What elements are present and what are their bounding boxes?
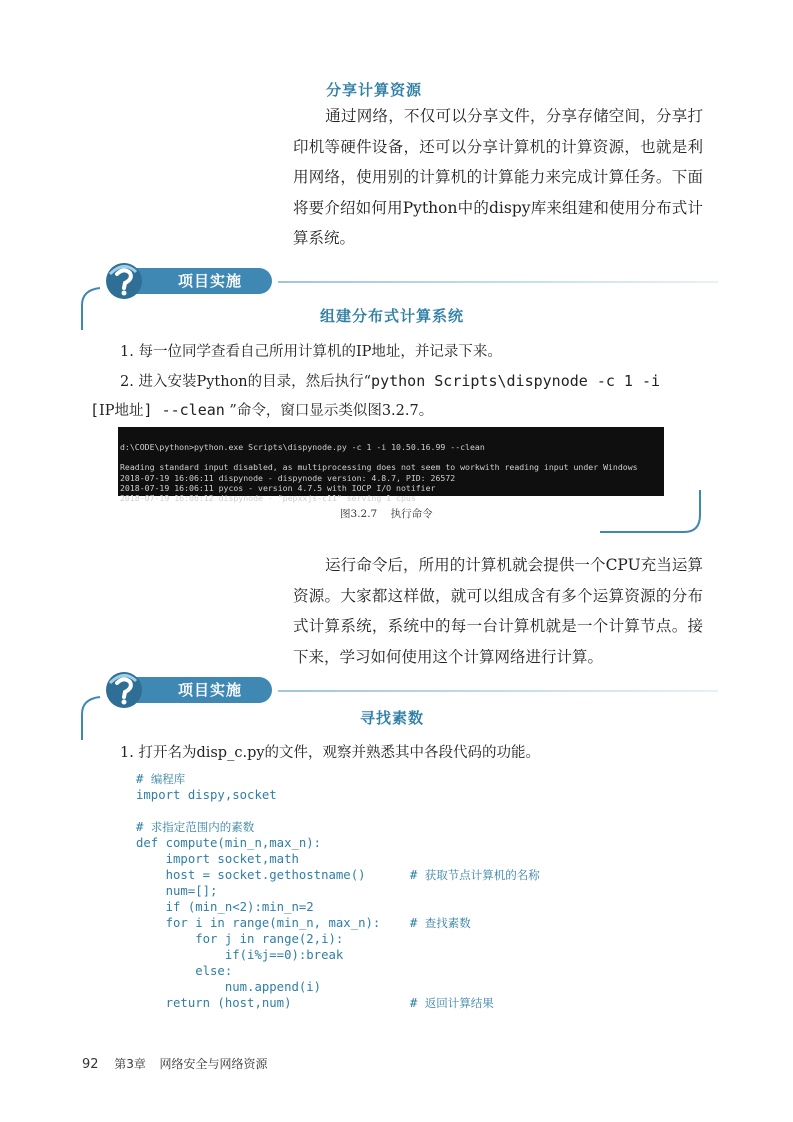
terminal-line: Reading standard input disabled, as multiprocessing does not seem to workwith reading input under Windows xyxy=(120,462,638,473)
code-line xyxy=(136,851,696,867)
code-text: import dispy,socket xyxy=(136,788,277,802)
terminal-line: 2018-07-19 16:06:12 dispynode - "pepxxjs-c11" serving 1 cpus xyxy=(120,493,416,504)
project2-step1: 1. 打开名为disp_c.py的文件，观察并熟悉其中各段代码的功能。 xyxy=(120,745,541,761)
code-line xyxy=(136,883,696,899)
project-lightbulb-icon xyxy=(100,262,144,300)
terminal-line: 2018-07-19 16:06:11 pycos - version 4.7.5 with IOCP I/O notifier xyxy=(120,482,436,493)
project1-step2-line1: 2. 进入安装Python的目录，然后执行“python Scripts\dispynode -c 1 -i xyxy=(120,372,661,390)
code-text: if (min_n<2):min_n=2 xyxy=(136,900,314,914)
section-title-share-resources: 分享计算资源 xyxy=(326,81,423,99)
project1-step2-line2: [IP地址] --clean ”命令，窗口显示类似图3.2.7。 xyxy=(90,401,434,419)
code-text: # xyxy=(136,820,151,834)
code-line xyxy=(136,819,696,835)
code-line xyxy=(136,867,696,883)
code-text: import socket,math xyxy=(136,852,299,866)
project-badge-label: 项目实施 xyxy=(122,268,272,294)
code-line xyxy=(136,979,696,995)
project-badge-2 xyxy=(96,671,716,705)
code-text: return (host,num) # xyxy=(136,996,425,1010)
code-line xyxy=(136,915,696,931)
chapter-label: 第3章 xyxy=(114,1057,146,1071)
code-text: host = socket.gethostname() # xyxy=(136,868,425,882)
code-comment: 获取节点计算机的名称 xyxy=(424,868,540,882)
page-footer xyxy=(82,1055,268,1072)
code-line xyxy=(136,835,696,851)
code-line xyxy=(136,947,696,963)
intro-paragraph: 通过网络，不仅可以分享文件，分享存储空间，分享打印机等硬件设备，还可以分享计算机的计算资源，也就是利用网络，使用别的计算机的计算能力来完成计算任务。下面将要介绍如何用Python中的dispy库来组建和使用分布式计算系统。 xyxy=(293,107,703,247)
terminal-screenshot xyxy=(118,427,664,504)
code-line xyxy=(136,771,696,787)
terminal-line: d:\CODE\python>python.exe Scripts\dispynode.py -c 1 -i 10.50.16.99 --clean xyxy=(120,442,485,453)
terminal-line xyxy=(120,452,662,462)
code-line xyxy=(136,803,696,819)
project-badge-1 xyxy=(96,262,716,296)
code-text: def compute(min_n,max_n): xyxy=(136,836,322,850)
code-line xyxy=(136,899,696,915)
code-line xyxy=(136,963,696,979)
project1-step1: 1. 每一位同学查看自己所用计算机的IP地址，并记录下来。 xyxy=(120,344,502,360)
figure-caption: 图3.2.7 执行命令 xyxy=(340,508,433,520)
project2-title: 寻找素数 xyxy=(360,709,425,727)
code-comment: 编程库 xyxy=(150,772,186,786)
code-comment: 返回计算结果 xyxy=(424,996,494,1010)
code-line xyxy=(136,931,696,947)
page-number: 92 xyxy=(82,1057,99,1072)
project-lightbulb-icon xyxy=(100,671,144,709)
code-comment: 查找素数 xyxy=(424,916,471,930)
project1-title: 组建分布式计算系统 xyxy=(320,307,465,325)
code-text: num.append(i) xyxy=(136,980,322,994)
code-text: else: xyxy=(136,964,233,978)
chapter-title: 网络安全与网络资源 xyxy=(159,1057,268,1071)
code-line xyxy=(136,995,696,1011)
section2-paragraph: 运行命令后，所用的计算机就会提供一个CPU充当运算资源。大家都这样做，就可以组成含有多个运算资源的分布式计算系统，系统中的每一台计算机就是一个计算节点。接下来，学习如何使用这个计算网络进行计算。 xyxy=(293,556,703,666)
code-comment: 求指定范围内的素数 xyxy=(150,820,255,834)
terminal-line: 2018-07-19 16:06:11 dispynode - dispynode version: 4.8.7, PID: 26572 xyxy=(120,472,456,483)
code-line xyxy=(136,787,696,803)
code-text: for j in range(2,i): xyxy=(136,932,344,946)
code-listing xyxy=(136,771,696,1011)
code-text: # xyxy=(136,772,151,786)
code-text: if(i%j==0):break xyxy=(136,948,344,962)
code-text: num=[]; xyxy=(136,884,218,898)
project-badge-label: 项目实施 xyxy=(122,677,272,703)
code-text: for i in range(min_n, max_n): # xyxy=(136,916,425,930)
